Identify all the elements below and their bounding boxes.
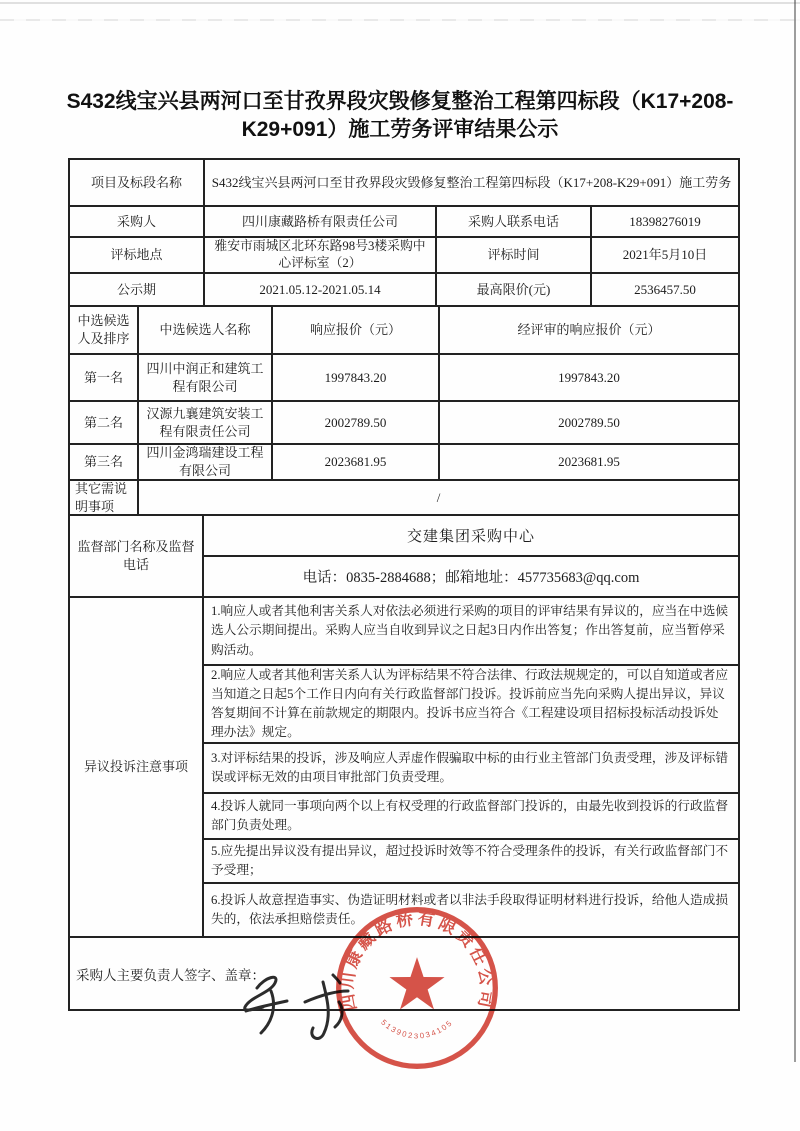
notice-table — [68, 158, 740, 1011]
row-signature — [70, 938, 738, 1009]
notice-item: 5.应先提出异议没有提出异议，超过投诉时效等不符合受理条件的投诉，有关行政监督部门不予受理； — [204, 840, 738, 884]
phone-label-cell: 采购人联系电话 — [437, 207, 592, 236]
project-value-cell: S432线宝兴县两河口至甘孜界段灾毁修复整治工程第四标段（K17+208-K29+091）施工劳务 — [211, 174, 732, 190]
notice-item: 6.投诉人故意捏造事实、伪造证明材料或者以非法手段取得证明材料进行投诉，给他人造成损失的，依法承担赔偿责任。 — [211, 892, 729, 926]
signature-label: 采购人主要负责人签字、盖章： — [76, 967, 265, 983]
row-project — [70, 160, 738, 207]
row-supervision — [70, 516, 738, 598]
notice-item: 4.投诉人就同一事项向两个以上有权受理的行政监督部门投诉的，由最先收到投诉的行政监督部门负责处理。 — [204, 794, 738, 840]
scan-artifact-streak — [0, 19, 800, 21]
price-cap-value-cell: 2536457.50 — [634, 281, 696, 297]
bid-header-cell: 响应报价（元） — [273, 307, 440, 353]
purchaser-value-cell: 四川康藏路桥有限责任公司 — [205, 207, 437, 236]
evaluated-bid-cell: 2023681.95 — [558, 454, 620, 470]
scan-artifact-top-edge — [0, 2, 800, 4]
evaluated-bid-cell: 1997843.20 — [558, 369, 620, 385]
row-other-notes — [70, 481, 738, 516]
notice-item: 2.响应人或者其他利害关系人认为评标结果不符合法律、行政法规规定的，可以自知道或者应当知道之日起5个工作日内向有关行政监督部门投诉。投诉前应当先向采购人提出异议，异议答复期间不计算在前款规定的期限内。投诉书应当符合《工程建设项目招标投标活动投诉处理办法》规定。 — [204, 666, 738, 744]
scan-artifact-right-edge — [794, 0, 796, 1062]
publicity-label-cell: 公示期 — [70, 274, 205, 305]
svg-text:5139023034105 — [379, 1018, 455, 1041]
candidate-row — [70, 402, 738, 445]
venue-label-cell: 评标地点 — [70, 238, 205, 272]
candidate-name-cell: 四川金鸿瑞建设工程有限公司 — [139, 445, 273, 479]
purchaser-label-cell: 采购人 — [70, 207, 205, 236]
price-cap-label-cell: 最高限价(元) — [437, 274, 592, 305]
rank-cell: 第一名 — [70, 355, 139, 400]
row-candidates-header — [70, 307, 738, 355]
candidate-row — [70, 445, 738, 481]
time-value-cell: 2021年5月10日 — [622, 247, 708, 263]
rank-header-cell: 中选候选人及排序 — [70, 307, 139, 353]
evaluated-bid-cell: 2002789.50 — [558, 414, 620, 430]
seal-company-text: 四川康藏路桥有限责任公司 — [337, 908, 497, 1013]
bid-cell: 2023681.95 — [273, 445, 440, 479]
rank-cell: 第三名 — [70, 445, 139, 479]
other-notes-label-cell: 其它需说明事项 — [70, 481, 139, 514]
candidate-name-cell: 四川中润正和建筑工程有限公司 — [139, 355, 273, 400]
rank-cell: 第二名 — [70, 402, 139, 443]
notice-item: 3.对评标结果的投诉，涉及响应人弄虚作假骗取中标的由行业主管部门负责受理，涉及评标错误或评标无效的由项目审批部门负责受理。 — [204, 744, 738, 794]
supervision-department-cell: 交建集团采购中心 — [204, 516, 738, 557]
notice-items-stack — [204, 598, 738, 936]
supervision-contact-cell: 电话：0835-2884688；邮箱地址：457735683@qq.com — [302, 570, 640, 586]
document-title: S432线宝兴县两河口至甘孜界段灾毁修复整治工程第四标段（K17+208-K29+091）施工劳务评审结果公示 — [66, 90, 734, 141]
supervision-label-cell: 监督部门名称及监督电话 — [70, 516, 204, 596]
publicity-value-cell: 2021.05.12-2021.05.14 — [205, 274, 437, 305]
candidate-name-cell: 汉源九襄建筑安装工程有限责任公司 — [139, 402, 273, 443]
row-venue — [70, 238, 738, 274]
evaluated-bid-header-cell: 经评审的响应报价（元） — [517, 322, 661, 338]
other-notes-value-cell: / — [436, 489, 441, 505]
venue-value-cell: 雅安市雨城区北环东路98号3楼采购中心评标室（2） — [205, 238, 437, 272]
row-publicity — [70, 274, 738, 307]
phone-value-cell: 18398276019 — [629, 213, 701, 229]
name-header-cell: 中选候选人名称 — [139, 307, 273, 353]
project-label-cell: 项目及标段名称 — [70, 160, 205, 205]
time-label-cell: 评标时间 — [437, 238, 592, 272]
notice-label-cell: 异议投诉注意事项 — [70, 598, 204, 936]
supervision-stack — [204, 516, 738, 596]
row-purchaser — [70, 207, 738, 238]
seal-number-text: 5139023034105 — [379, 1017, 455, 1041]
candidate-row — [70, 355, 738, 402]
bid-cell: 1997843.20 — [273, 355, 440, 400]
row-notice — [70, 598, 738, 938]
notice-item: 1.响应人或者其他利害关系人对依法必须进行采购的项目的评审结果有异议的，应当在中选候选人公示期间提出。采购人应当自收到异议之日起3日内作出答复；作出答复前，应当暂停采购活动。 — [204, 598, 738, 666]
bid-cell: 2002789.50 — [273, 402, 440, 443]
